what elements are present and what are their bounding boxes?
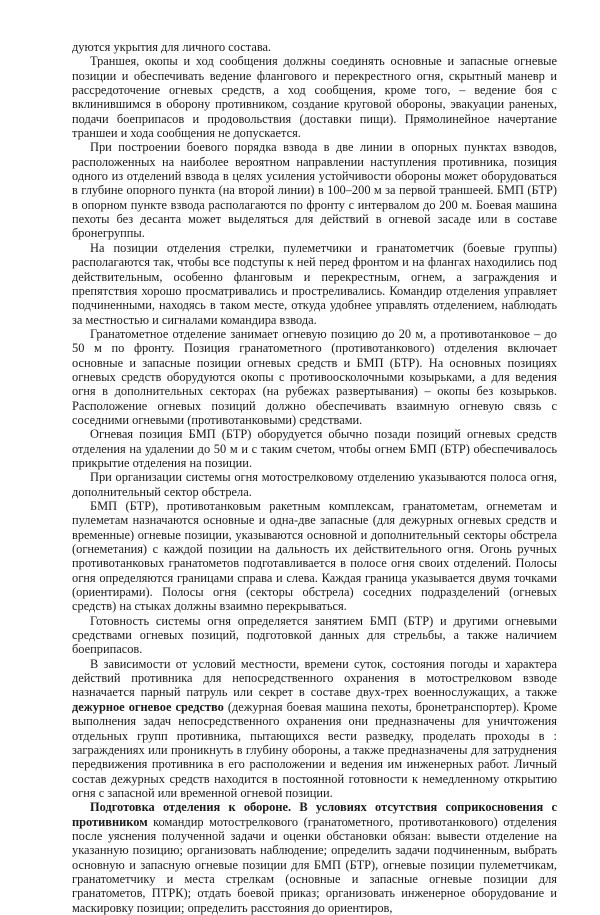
document-page: [72, 40, 557, 915]
paragraph-two-line-order: При построении боевого порядка взвода в две линии в опорных пунктах взводов, расположенных на наиболее вероятном направлении наступления противника, позиция одного из отделений взвода в целях усиления устойчивости обороны может оборудоваться в глубине опорного пункта (на второй линии) в 100–200 м за первой траншеей. БМП (БТР) в опорном пункте взвода располагаются по фронту с интервалом до 200 м. Боевая машина пехоты без десанта может выделяться для действий в огневой засаде или в составе бронегруппы.: [72, 140, 557, 241]
paragraph-security-duty: [72, 657, 557, 800]
paragraph-defense-preparation: [72, 800, 557, 915]
paragraph-fire-system: При организации системы огня мотострелковому отделению указываются полоса огня, дополнительный сектор обстрела.: [72, 470, 557, 499]
paragraph-squad-positions: На позиции отделения стрелки, пулеметчики и гранатометчик (боевые группы) располагаются так, чтобы все подступы к ней перед фронтом и на флангах находились под действительным, особенно фланговым и перекрестным, огнем, а заграждения и препятствия хорошо просматривались и простреливались. Командир отделения управляет подчиненными, находясь в таком месте, откуда удобнее управлять отделением, наблюдать за местностью и сигналами командира взвода.: [72, 240, 557, 327]
paragraph-text: командир мотострелкового (гранатометного, противотанкового) отделения после уяснения полученной задачи и оценки обстановки обязан: вывести отделение на указанную позицию; организовать наблюдение; определить задачи подчиненным, выбрать основную и запасную огневые позиции для БМП (БТР), огневые позиции пулеметчикам, гранатометчику и места стрелкам (основные и запасные огневые позиции для гранатометов, ПТРК); отдать боевой приказ; организовать инженерное оборудование и маскировку позиции; определить расстояния до ориентиров,: [72, 814, 557, 915]
paragraph-bmp-position: Огневая позиция БМП (БТР) оборудуется обычно позади позиций огневых средств отделения на удалении до 50 м и с таким счетом, чтобы огнем БМП (БТР) обеспечивалось прикрытие отделения на позиции.: [72, 427, 557, 470]
paragraph-fire-positions: БМП (БТР), противотанковым ракетным комплексам, гранатометам, огнеметам и пулеметам назначаются основные и одна-две запасные (для дежурных огневых средств и временные) огневые позиции, указываются основной и дополнительный секторы обстрела (огнеметания) с каждой позиции на дальность их действительного огня. Огонь ручных противотанковых гранатометов подготавливается в полосе огня своих отделений. Полосы огня определяются границами справа и слева. Каждая граница указывается двумя точками (ориентирами). Полосы огня (секторы обстрела) соседних подразделений (огневых средств) на стыках должны взаимно перекрываться.: [72, 499, 557, 614]
paragraph-grenade-squad: Гранатометное отделение занимает огневую позицию до 20 м, а противотанковое – до 50 м по фронту. Позиция гранатометного (противотанкового) отделения включает основные и запасные позиции огневых средств и БМП (БТР). На основных позициях огневых средств оборудуются окопы с противоосколочными козырьками, а для ведения огня в дополнительных секторах (на рубежах развертывания) – окопы без козырьков. Расположение огневых позиций должно обеспечивать взаимную огневую связь с соседними огневыми (противотанковыми) средствами.: [72, 326, 557, 427]
paragraph-fire-readiness: Готовность системы огня определяется занятием БМП (БТР) и другими огневыми средствами огневых позиций, подготовкой данных для стрельбы, а также наличием боеприпасов.: [72, 613, 557, 657]
paragraph-text: В зависимости от условий местности, времени суток, состояния погоды и характера действий противника для непосредственного охранения в мотострелковом взводе назначается парный патруль или секрет в составе двух-трех военнослужащих, а также: [72, 656, 557, 700]
paragraph-trenches: Траншея, окопы и ход сообщения должны соединять основные и запасные огневые позиции и обеспечивать ведение флангового и перекрестного огня, скрытный маневр и рассредоточение огневых средств, а ход сообщения, кроме того, – ведение боя с вклинившимся в оборону противником, создание круговой обороны, эвакуации раненых, подачи боеприпасов и продовольствия (доставки пищи). Прямолинейное начертание траншеи и хода сообщения не допускается.: [72, 54, 557, 141]
section-heading-inline: Подготовка отделения к обороне. В условиях отсутствия соприкосновения с противником: [72, 800, 557, 829]
paragraph-continuation: дуются укрытия для личного состава.: [72, 40, 272, 54]
paragraph-text: (дежурная боевая машина пехоты, бронетранспортер). Кроме выполнения задач непосредственного охранения они предназначены для уничтожения отдельных групп противника, пытающихся вести разведку, проделать проходы в : заграждениях или проникнуть в глубину обороны, а также предназначены для затруднения передвижения противника в его расположении и ведения им инженерных работ. Личный состав дежурных средств находится в постоянной готовности к немедленному открытию огня с запасной или временной огневой позиции.: [72, 699, 557, 800]
bold-term: дежурное огневое средство: [72, 699, 224, 714]
